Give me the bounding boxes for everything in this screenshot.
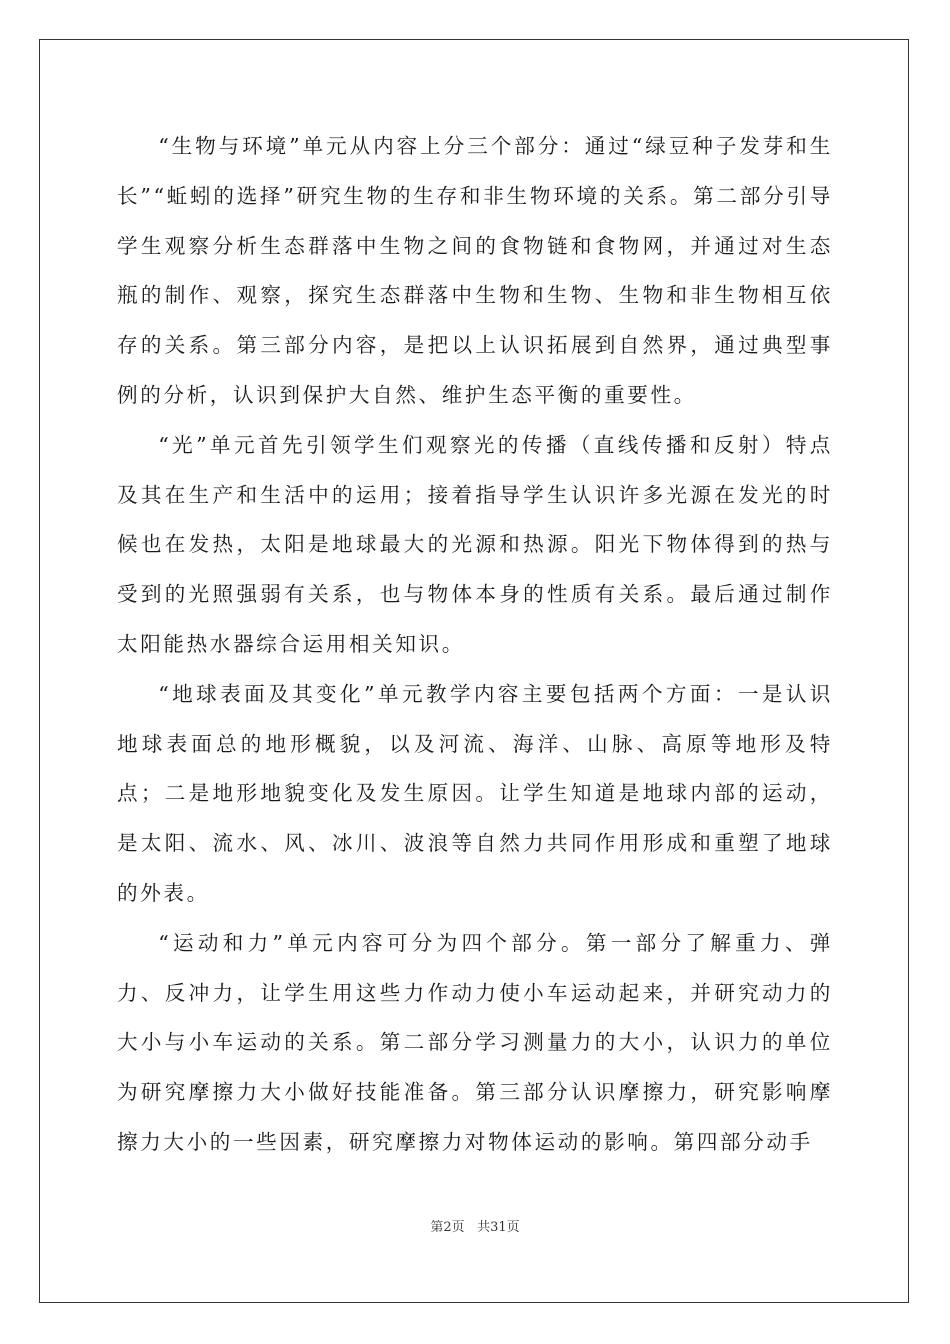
page-total: 共31页 (477, 1220, 520, 1235)
paragraph-earth-surface: “地球表面及其变化”单元教学内容主要包括两个方面：一是认识地球表面总的地形概貌，以及河流、海洋、山脉、高原等地形及特点；二是地形地貌变化及发生原因。让学生知道是地球内部的运动，是太阳、流水、风、冰川、波浪等自然力共同作用形成和重塑了地球的外表。 (117, 681, 833, 905)
page-footer (0, 1216, 950, 1235)
document-body (117, 122, 833, 1168)
paragraph-motion-force: “运动和力”单元内容可分为四个部分。第一部分了解重力、弹力、反冲力，让学生用这些力作动力使小车运动起来，并研究动力的大小与小车运动的关系。第二部分学习测量力的大小，认识力的单位为研究摩擦力大小做好技能准备。第三部分认识摩擦力，研究影响摩擦力大小的一些因素，研究摩擦力对物体运动的影响。第四部分动手 (117, 930, 833, 1154)
paragraph-light: “光”单元首先引领学生们观察光的传播（直线传播和反射）特点及其在生产和生活中的运用；接着指导学生认识许多光源在发光的时候也在发热，太阳是地球最大的光源和热源。阳光下物体得到的热与受到的光照强弱有关系，也与物体本身的性质有关系。最后通过制作太阳能热水器综合运用相关知识。 (117, 432, 833, 656)
paragraph-ecology: “生物与环境”单元从内容上分三个部分：通过“绿豆种子发芽和生长”“蚯蚓的选择”研究生物的生存和非生物环境的关系。第二部分引导学生观察分析生态群落中生物之间的食物链和食物网，并通过对生态瓶的制作、观察，探究生态群落中生物和生物、生物和非生物相互依存的关系。第三部分内容，是把以上认识拓展到自然界，通过典型事例的分析，认识到保护大自然、维护生态平衡的重要性。 (117, 134, 833, 407)
page-number: 第2页 (430, 1220, 465, 1235)
